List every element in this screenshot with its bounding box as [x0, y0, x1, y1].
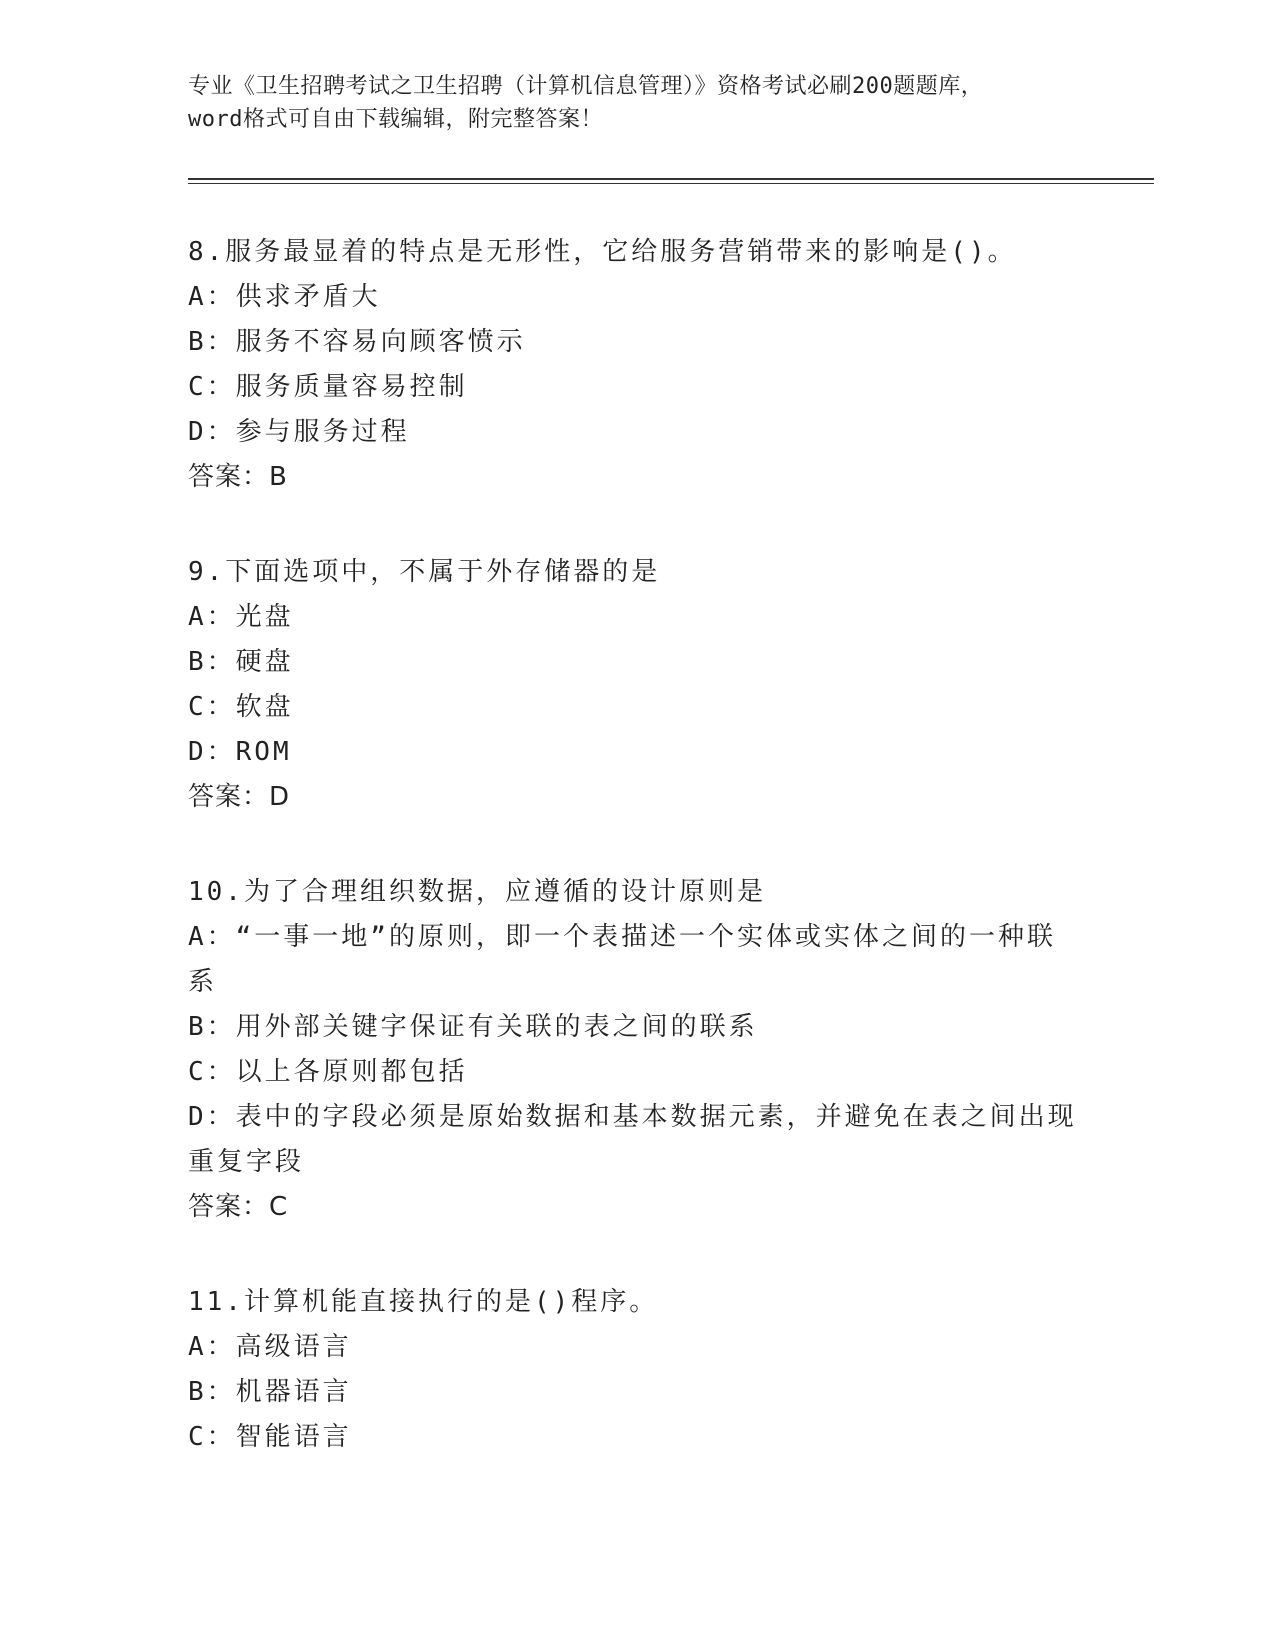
option-a: A：高级语言: [188, 1332, 352, 1362]
header-divider-thick: [188, 178, 1154, 180]
header-title-line-1: 专业《卫生招聘考试之卫生招聘（计算机信息管理）》资格考试必刷200题题库，: [188, 74, 984, 99]
answer-line: 答案：B: [188, 462, 288, 492]
question-stem: 10.为了合理组织数据，应遵循的设计原则是: [188, 877, 766, 907]
question-9: [188, 550, 1088, 820]
option-d: D：表中的字段必须是原始数据和基本数据元素，并避免在表之间出现: [188, 1102, 1077, 1132]
option-c: C：智能语言: [188, 1422, 352, 1452]
answer-line: 答案：D: [188, 782, 291, 812]
answer-line: 答案：C: [188, 1192, 289, 1222]
option-d-continued: 重复字段: [188, 1147, 305, 1177]
question-10: [188, 870, 1088, 1230]
option-c: C：服务质量容易控制: [188, 372, 468, 402]
question-8: [188, 230, 1088, 500]
option-a: A：“一事一地”的原则，即一个表描述一个实体或实体之间的一种联: [188, 922, 1056, 952]
question-stem: 8.服务最显着的特点是无形性，它给服务营销带来的影响是()。: [188, 237, 1017, 267]
option-a: A：供求矛盾大: [188, 282, 381, 312]
option-b: B：机器语言: [188, 1377, 352, 1407]
option-b: B：服务不容易向顾客愤示: [188, 327, 526, 357]
option-c: C：以上各原则都包括: [188, 1057, 468, 1087]
question-stem: 9.下面选项中，不属于外存储器的是: [188, 557, 661, 587]
question-stem: 11.计算机能直接执行的是()程序。: [188, 1287, 659, 1317]
question-11: [188, 1280, 1088, 1460]
option-b: B：硬盘: [188, 647, 294, 677]
document-header: [188, 70, 1088, 136]
option-c: C：软盘: [188, 692, 294, 722]
option-a: A：光盘: [188, 602, 294, 632]
header-title-line-2: word格式可自由下载编辑，附完整答案！: [188, 107, 603, 132]
question-list: [188, 230, 1088, 1510]
header-divider-thin: [188, 183, 1154, 184]
option-a-continued: 系: [188, 967, 218, 997]
option-d: D：参与服务过程: [188, 417, 410, 447]
option-b: B：用外部关键字保证有关联的表之间的联系: [188, 1012, 758, 1042]
document-page: [188, 0, 1088, 1650]
option-d: D：ROM: [188, 737, 292, 767]
